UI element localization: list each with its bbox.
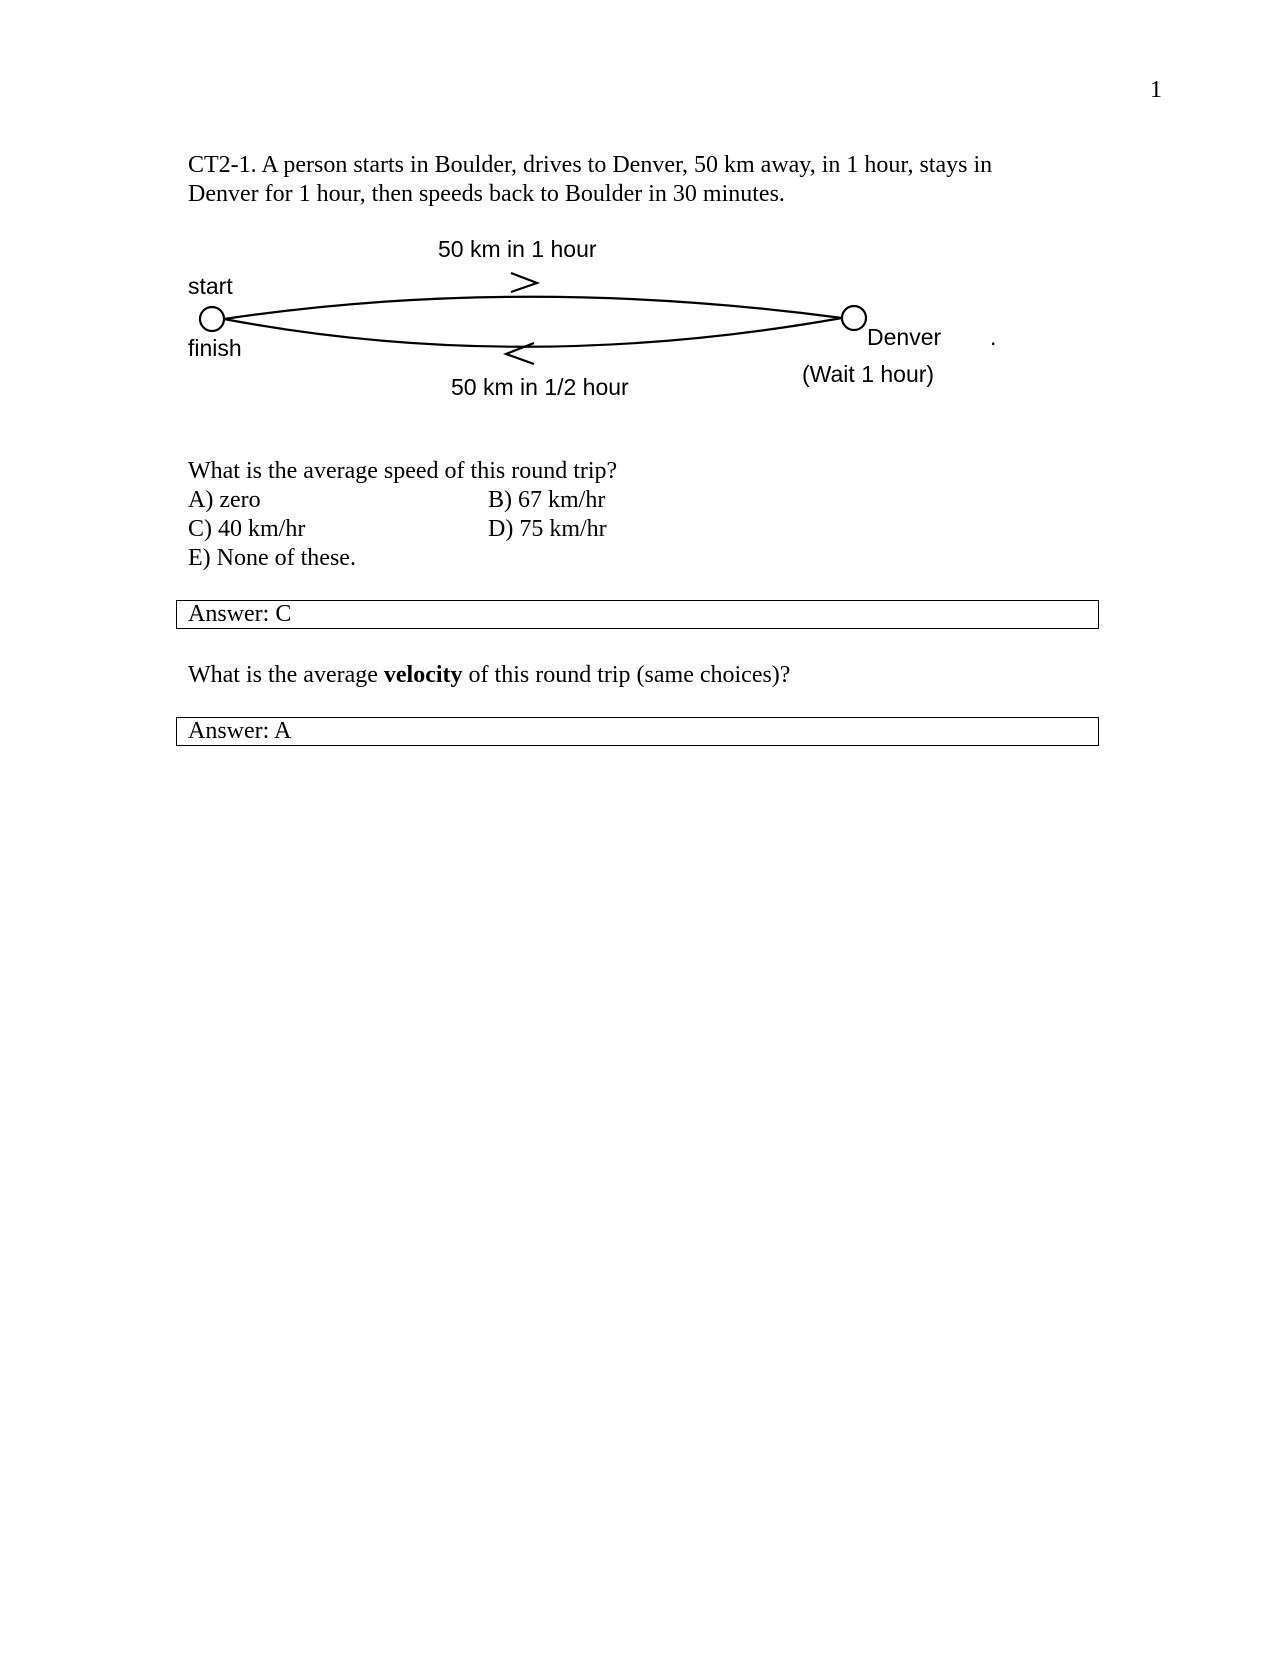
return-label: 50 km in 1/2 hour (451, 374, 629, 400)
stray-dot: . (990, 324, 997, 350)
start-node-circle (200, 307, 224, 331)
option-d: D) 75 km/hr (488, 516, 607, 542)
page-number: 1 (1150, 77, 1162, 103)
option-e: E) None of these. (188, 545, 356, 571)
denver-node-circle (842, 306, 866, 330)
problem-statement-line1: CT2-1. A person starts in Boulder, drives to Denver, 50 km away, in 1 hour, stays in (188, 152, 993, 178)
outbound-label: 50 km in 1 hour (438, 236, 597, 262)
option-a: A) zero (188, 487, 261, 513)
outbound-route-path (224, 297, 842, 319)
start-label: start (188, 273, 233, 299)
question1-text: What is the average speed of this round trip? (188, 458, 618, 484)
answer1-box (176, 600, 1099, 629)
answer1-text: Answer: C (188, 601, 292, 627)
denver-label: Denver (867, 324, 942, 350)
option-b: B) 67 km/hr (488, 487, 606, 513)
answer2-box (176, 717, 1099, 746)
finish-label: finish (188, 335, 242, 361)
wait-label: (Wait 1 hour) (802, 361, 935, 387)
round-trip-diagram (0, 0, 1280, 420)
answer2-text: Answer: A (188, 718, 292, 744)
problem-statement-line2: Denver for 1 hour, then speeds back to Boulder in 30 minutes. (188, 181, 785, 207)
option-c: C) 40 km/hr (188, 516, 306, 542)
outbound-arrowhead-icon (511, 273, 537, 292)
question2-text-after: of this round trip (same choices)? (462, 662, 791, 688)
question2-text-before: What is the average (188, 662, 384, 688)
question2-bold-word: velocity (383, 662, 463, 688)
question2-text (188, 661, 790, 690)
